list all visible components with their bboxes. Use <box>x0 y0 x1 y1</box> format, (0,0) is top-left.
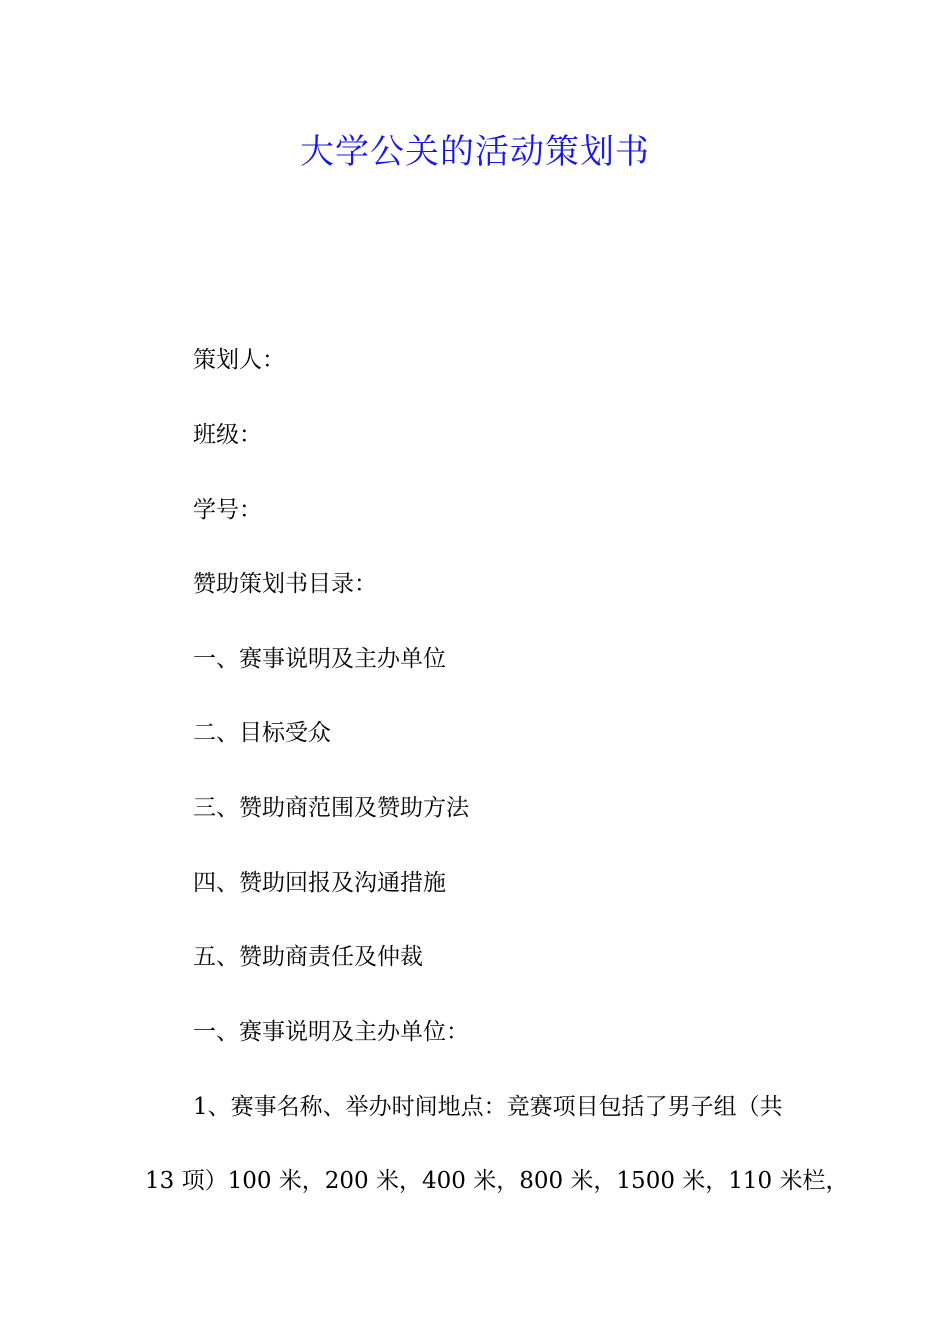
paragraph-line: 1、赛事名称、举办时间地点：竞赛项目包括了男子组（共 <box>193 1094 783 1120</box>
toc-item: 三、赞助商范围及赞助方法 <box>193 795 469 821</box>
toc-item: 四、赞助回报及沟通措施 <box>193 870 446 896</box>
toc-item: 一、赛事说明及主办单位 <box>193 646 446 672</box>
field-student-id: 学号： <box>193 497 262 523</box>
toc-heading: 赞助策划书目录： <box>193 571 377 597</box>
document-title: 大学公关的活动策划书 <box>300 132 650 172</box>
toc-item: 五、赞助商责任及仲裁 <box>193 944 423 970</box>
toc-item: 二、目标受众 <box>193 720 331 746</box>
field-planner: 策划人： <box>193 347 285 373</box>
paragraph-line: 13 项）100 米，200 米，400 米，800 米，1500 米，110 米栏， <box>145 1168 849 1194</box>
field-class: 班级： <box>193 422 262 448</box>
section-heading: 一、赛事说明及主办单位： <box>193 1019 469 1045</box>
